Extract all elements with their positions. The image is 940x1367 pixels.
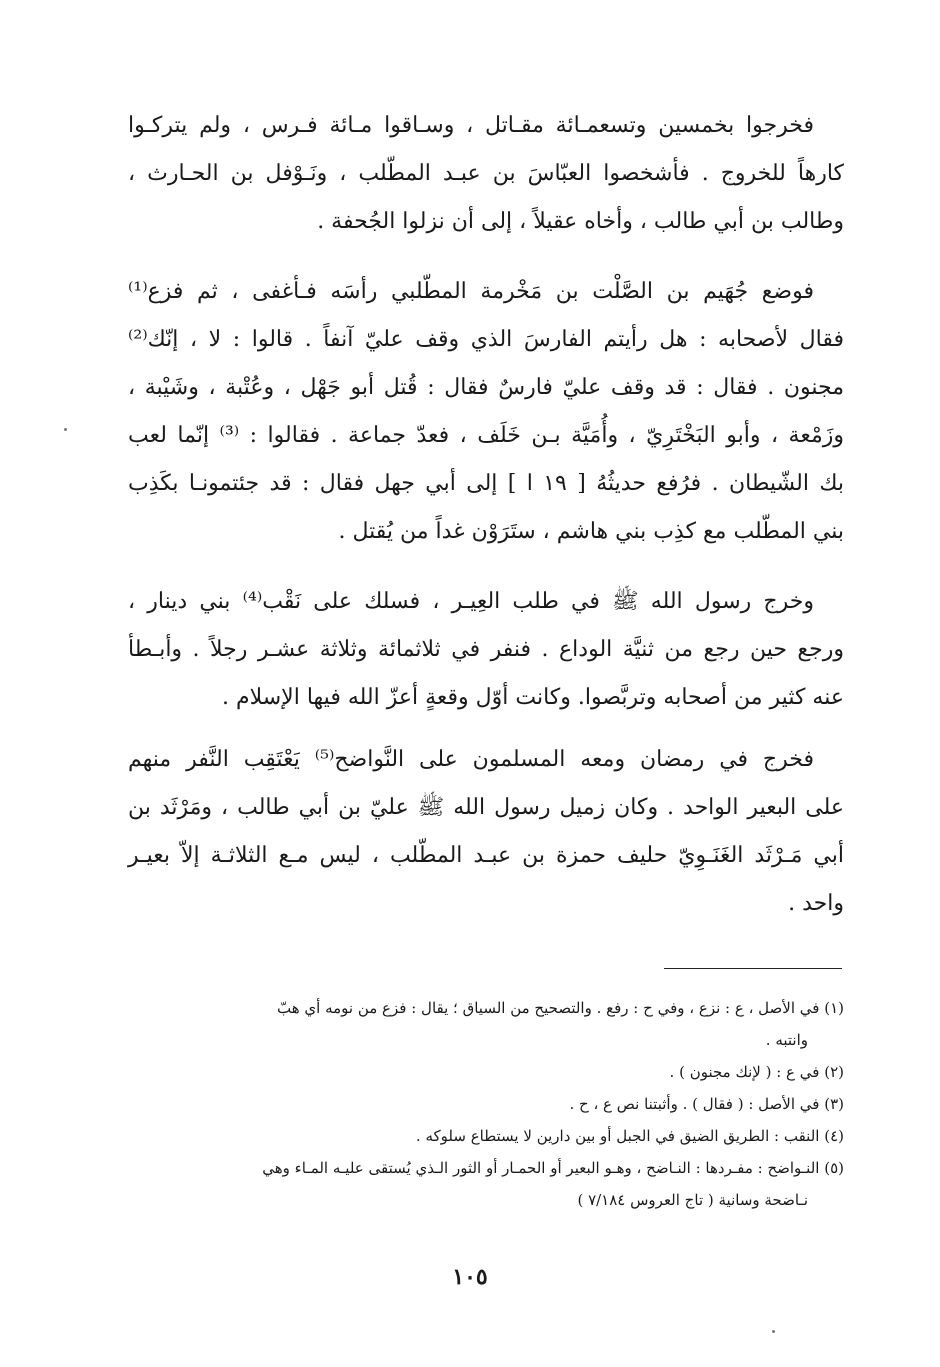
- paragraph-line: فقال لأصحابه : هل رأيتم الفارسَ الذي وقف عليّ آنفاً . قالوا : لا ، إنّك⁽²⁾: [128, 327, 844, 352]
- paragraph-line: بني المطّلب مع كذِب بني هاشم ، ستَرَوْن غداً من يُقتل .: [338, 519, 844, 544]
- paragraph-1: [128, 102, 844, 246]
- paragraph-line: كارهاً للخروج . فأشخصوا العبّاسَ بن عبـد المطّلب ، ونَـوْفل بن الحـارث ،: [128, 161, 844, 186]
- footnote-1-continuation: وانتبه .: [765, 1031, 808, 1049]
- page-number: ١٠٥: [452, 1264, 488, 1290]
- scan-speck: [64, 428, 67, 431]
- scan-speck: [772, 1330, 775, 1333]
- paragraph-line: وزَمْعة ، وأبو البَخْتَرِيّ ، وأُمَيَّة بـن خَلَف ، فعدّ جماعة . فقالوا : ⁽³⁾ إنّما لعب: [128, 423, 844, 448]
- paragraph-line: على البعير الواحد . وكان زميل رسول الله ﷺ عليّ بن أبي طالب ، ومَرْثَد بن: [128, 795, 844, 820]
- paragraph-line: فخرجوا بخمسين وتسعمـائة مقـاتل ، وسـاقوا مـائة فـرس ، ولم يتركـوا: [128, 113, 814, 138]
- footnote-2: (٢) في ع : ( لإنك مجنون ) .: [669, 1063, 844, 1081]
- footnotes: [138, 992, 844, 1216]
- paragraph-line: فخرج في رمضان ومعه المسلمون على النَّواضح⁽⁵⁾ يَعْتَقِب النَّفر منهم: [128, 747, 814, 772]
- footnote-1: (١) في الأصل ، ع : نزع ، وفي ح : رفع . والتصحيح من السياق ؛ يقال : فزع من نومه أي هبّ: [276, 999, 844, 1017]
- paragraph-line: عنه كثير من أصحابه وتربَّصوا. وكانت أوّل وقعةٍ أعزّ الله فيها الإسلام .: [222, 685, 844, 710]
- footnote-5: (٥) النـواضح : مفـردها : النـاضح ، وهـو البعير أو الحمـار أو الثور الـذي يُستقى عليـه المـاء وهي: [262, 1159, 844, 1177]
- paragraph-line: فوضع جُهَيم بن الصَّلْت بن مَخْرمة المطّلبي رأسَه فـأغفى ، ثم فزع⁽¹⁾: [128, 279, 814, 304]
- paragraph-line: وطالب بن أبي طالب ، وأخاه عقيلاً ، إلى أن نزلوا الجُحفة .: [317, 209, 844, 234]
- paragraph-2: [128, 268, 844, 556]
- footnote-5-continuation: نـاضحة وسانية ( تاج العروس ٧/١٨٤ ): [577, 1191, 808, 1209]
- paragraph-line: أبي مَـرْثَد الغَنَـوِيّ حليف حمزة بن عبـد المطّلب ، ليس مـع الثلاثـة إلاّ بعيـر: [128, 843, 844, 868]
- paragraph-line: مجنون . فقال : قد وقف عليّ فارسٌ فقال : قُتل أبو جَهْل ، وعُتْبة ، وشَيْبة ،: [128, 375, 844, 400]
- paragraph-line: ورجع حين رجع من ثنيَّة الوداع . فنفر في ثلاثمائة وثلاثة عشـر رجلاً . وأبـطأ: [128, 637, 844, 662]
- paragraph-line: بك الشّيطان . فرُفع حديثُهُ [ ١٩ ا ] إلى أبي جهل فقال : قد جئتمونـا بكَذِب: [128, 471, 844, 496]
- paragraph-3: [128, 578, 844, 722]
- paragraph-line: واحد .: [788, 891, 844, 916]
- footnote-4: (٤) النقب : الطريق الضيق في الجبل أو بين دارين لا يستطاع سلوكه .: [415, 1127, 844, 1145]
- footnote-3: (٣) في الأصل : ( فقال ) . وأثبتنا نص ع ، ح .: [569, 1095, 844, 1113]
- footnote-separator: [664, 968, 842, 969]
- paragraph-4: [128, 736, 844, 928]
- paragraph-line: وخرج رسول الله ﷺ في طلب العِيـر ، فسلك على نَقْب⁽⁴⁾ بني دينار ،: [128, 589, 814, 614]
